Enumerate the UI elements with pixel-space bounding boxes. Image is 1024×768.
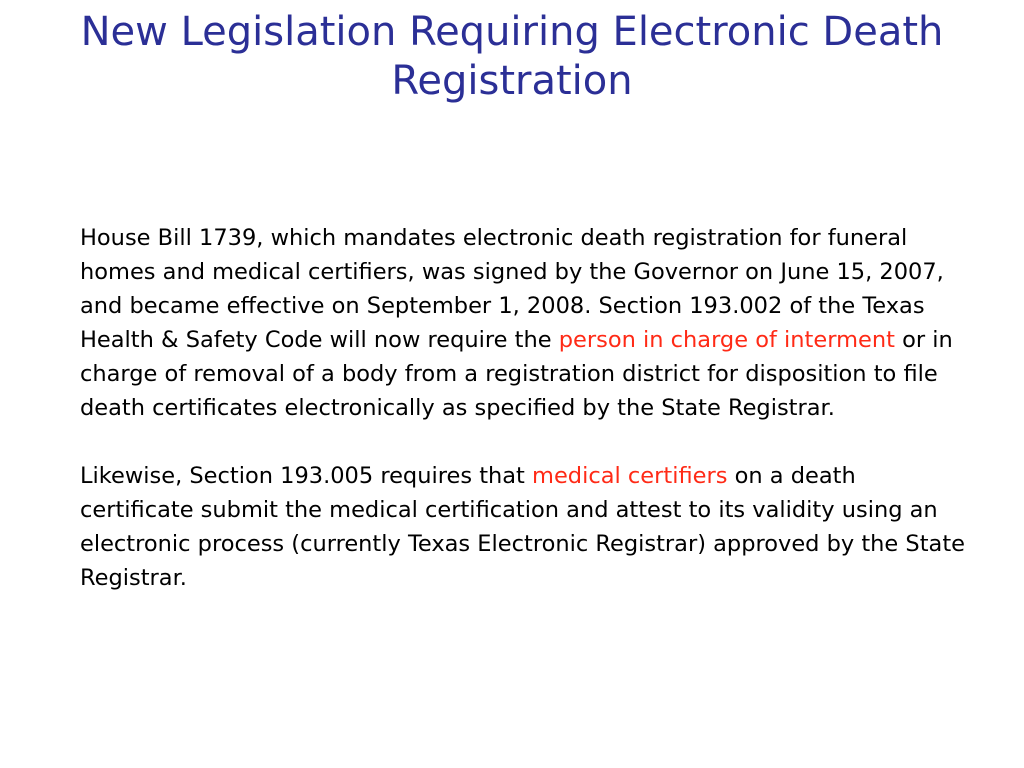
highlight-person-in-charge-of-interment: person in charge of interment (558, 327, 895, 353)
slide-body (80, 221, 970, 595)
paragraph-house-bill-text-after: or in charge of removal of a body from a registration district for disposition to file death certificates electronically as specified by the State Registrar. (80, 327, 953, 421)
paragraph-medical-certifiers (80, 459, 970, 595)
paragraph-house-bill (80, 221, 970, 425)
highlight-medical-certifiers: medical certifiers (532, 463, 728, 489)
slide-title: New Legislation Requiring Electronic Death Registration (80, 9, 944, 104)
paragraph-house-bill-text-before: House Bill 1739, which mandates electronic death registration for funeral homes and medical certifiers, was signed by the Governor on June 15, 2007, and became effective on September 1, 2008. Section 193.002 of the Texas Health & Safety Code will now require the (80, 225, 944, 353)
paragraph-medical-certifiers-text-after: on a death certificate submit the medical certification and attest to its validity using an electronic process (currently Texas Electronic Registrar) approved by the State Registrar. (80, 463, 965, 591)
paragraph-medical-certifiers-text-before: Likewise, Section 193.005 requires that (80, 463, 533, 489)
